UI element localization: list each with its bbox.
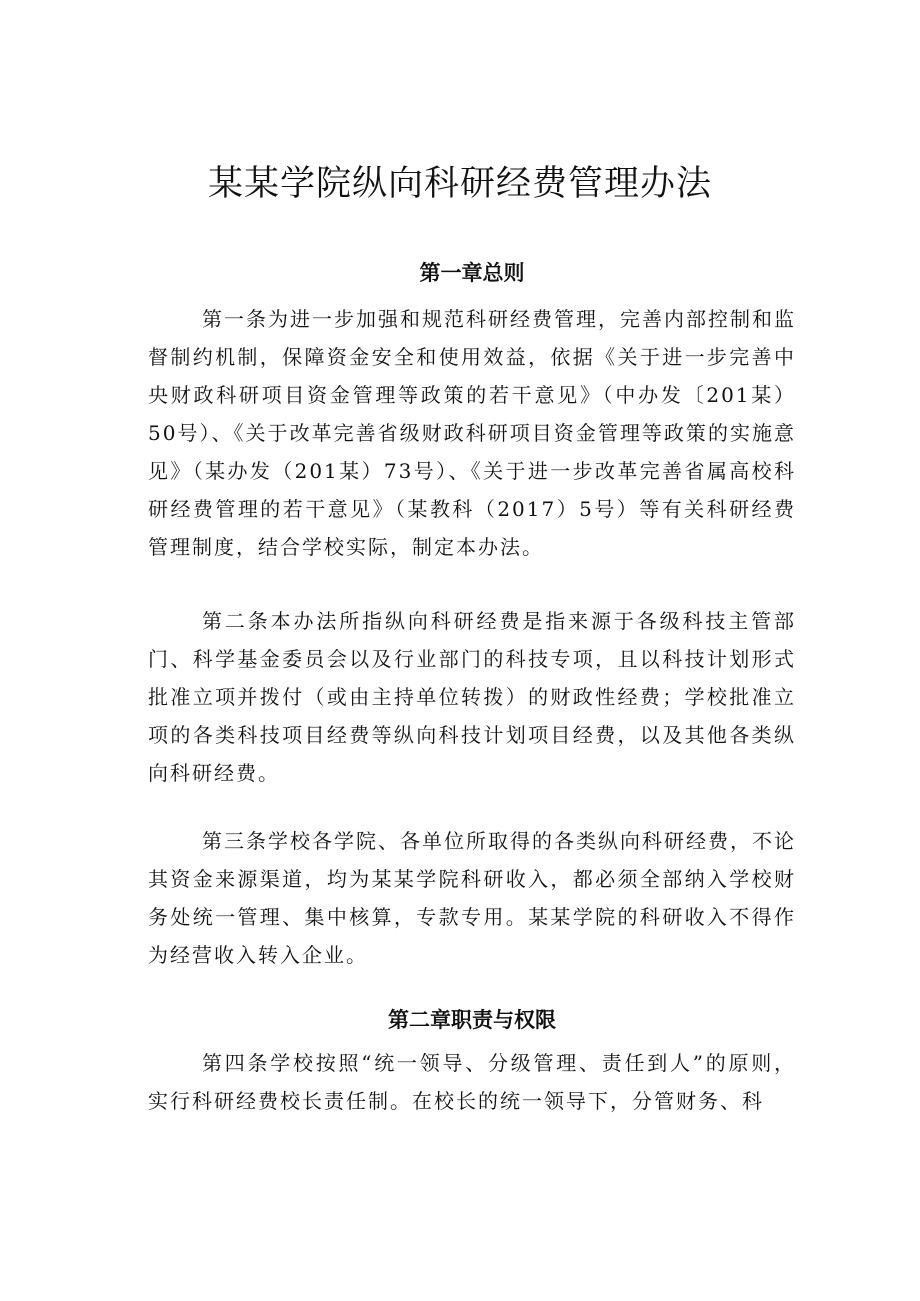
document-title: 某某学院纵向科研经费管理办法	[207, 164, 712, 204]
article-paragraph: 第四条学校按照“统一领导、分级管理、责任到人”的原则，实行科研经费校长责任制。在校长的统一领导下，分管财务、科	[148, 1051, 796, 1113]
article-paragraph: 第三条学校各学院、各单位所取得的各类纵向科研经费，不论其资金来源渠道，均为某某学院科研收入，都必须全部纳入学校财务处统一管理、集中核算，专款专用。某某学院的科研收入不得作为经营收入转入企业。	[148, 829, 796, 967]
article-paragraph: 第一条为进一步加强和规范科研经费管理，完善内部控制和监督制约机制，保障资金安全和使用效益，依据《关于进一步完善中央财政科研项目资金管理等政策的若干意见》（中办发〔201某）50号）、《关于改革完善省级财政科研项目资金管理等政策的实施意见》（某办发（201某）73号）、《关于进一步改革完善省属高校科研经费管理的若干意见》（某教科（2017）5号）等有关科研经费管理制度，结合学校实际，制定本办法。	[148, 307, 796, 559]
chapter-heading: 第一章总则	[419, 261, 525, 285]
article-paragraph: 第二条本办法所指纵向科研经费是指来源于各级科技主管部门、科学基金委员会以及行业部门的科技专项，且以科技计划形式批准立项并拨付（或由主持单位转拨）的财政性经费；学校批准立项的各类科技项目经费等纵向科技计划项目经费，以及其他各类纵向科研经费。	[148, 609, 796, 785]
chapter-heading: 第二章职责与权限	[388, 1008, 556, 1032]
